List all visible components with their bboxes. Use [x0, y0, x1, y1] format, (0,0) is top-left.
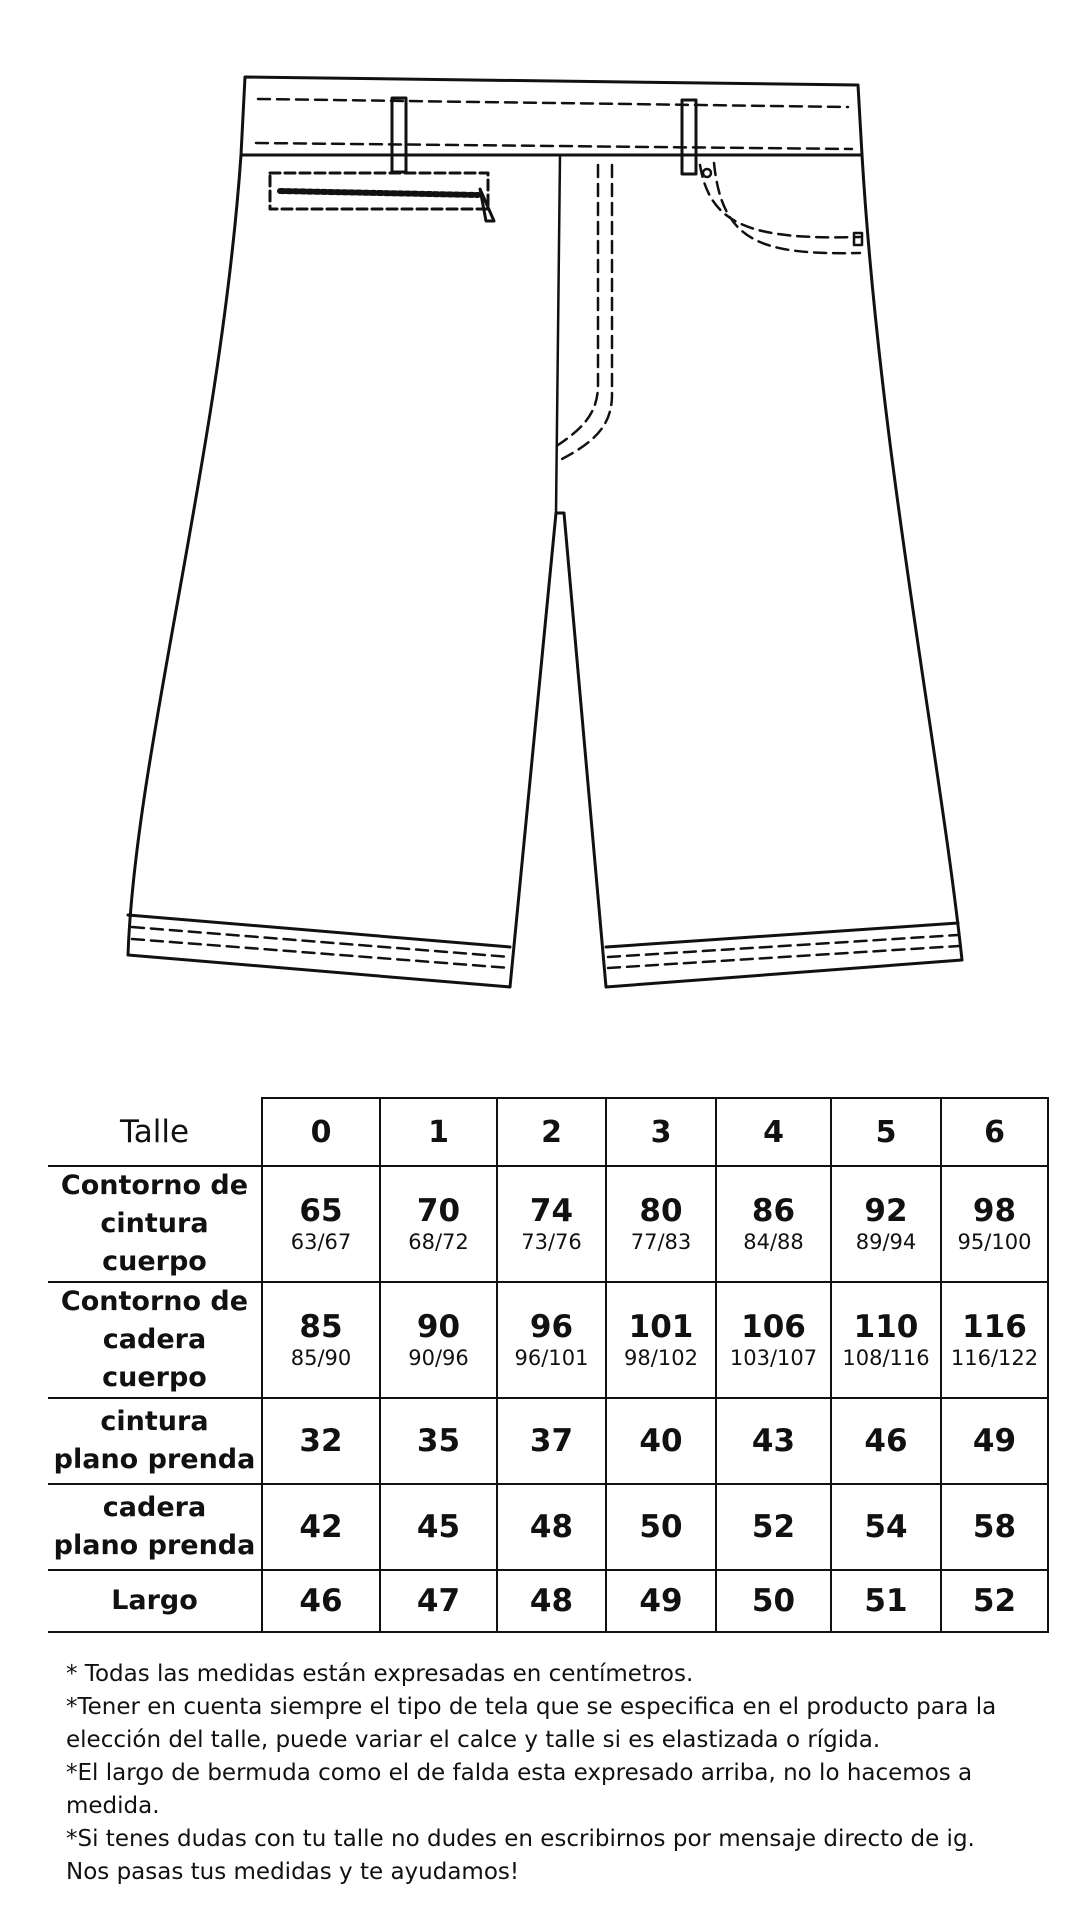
rivet	[703, 169, 711, 177]
table-cell	[716, 1484, 831, 1570]
table-cell	[716, 1398, 831, 1484]
size-column-label: Talle	[48, 1098, 262, 1166]
cell-range: 90/96	[408, 1346, 469, 1370]
cell-value: 74	[529, 1193, 574, 1229]
cell-range: 108/116	[842, 1346, 930, 1370]
cell-range: 103/107	[729, 1346, 818, 1370]
note-line: *El largo de bermuda como el de falda esta expresado arriba, no lo hacemos a medida.	[66, 1760, 973, 1819]
row-label-line: plano prenda	[53, 1444, 256, 1475]
note-line: elección del talle, puede variar el calce y talle si es elastizada o rígida.	[66, 1727, 881, 1753]
note-line: Nos pasas tus medidas y te ayudamos!	[66, 1859, 520, 1885]
table-cell	[380, 1398, 497, 1484]
table-cell	[606, 1570, 716, 1632]
table-cell	[262, 1484, 380, 1570]
size-chart-table	[48, 1097, 1049, 1633]
cell-range: 68/72	[408, 1230, 469, 1254]
row-label-line: Contorno de	[60, 1170, 249, 1201]
cell-value: 86	[751, 1193, 796, 1229]
cell-range: 85/90	[290, 1346, 352, 1370]
table-cell	[497, 1570, 606, 1632]
zipper-pull	[480, 189, 494, 221]
cell-value: 32	[299, 1423, 343, 1459]
length-row	[48, 1570, 1048, 1632]
cell-value: 90	[416, 1309, 461, 1345]
cell-range: 77/83	[630, 1230, 692, 1254]
size-0-header: 0	[262, 1098, 380, 1166]
table-cell	[380, 1166, 497, 1282]
cell-value: 37	[529, 1423, 574, 1459]
table-cell	[716, 1282, 831, 1398]
table-cell	[941, 1398, 1048, 1484]
row-label-line: cadera cuerpo	[102, 1324, 207, 1393]
table-cell	[831, 1166, 941, 1282]
cell-value: 42	[299, 1509, 343, 1545]
cell-value: 54	[864, 1509, 908, 1545]
size-4-header: 4	[716, 1098, 831, 1166]
table-cell	[262, 1570, 380, 1632]
shorts-illustration	[110, 55, 970, 1015]
front-pocket	[700, 163, 860, 253]
table-cell	[497, 1282, 606, 1398]
row-label-line: cadera	[102, 1492, 207, 1523]
table-cell	[497, 1166, 606, 1282]
row-label-line: plano prenda	[53, 1530, 256, 1561]
cell-range: 95/100	[957, 1230, 1032, 1254]
table-cell	[606, 1484, 716, 1570]
table-cell	[497, 1484, 606, 1570]
cell-range: 96/101	[514, 1346, 589, 1370]
cell-value: 58	[972, 1509, 1017, 1545]
row-label-line: Contorno de	[60, 1286, 249, 1317]
cell-value: 50	[639, 1509, 683, 1545]
cell-value: 52	[751, 1509, 796, 1545]
cell-value: 52	[972, 1583, 1017, 1619]
cell-value: 35	[416, 1423, 461, 1459]
cell-range: 73/76	[521, 1230, 582, 1254]
table-cell	[497, 1398, 606, 1484]
table-cell	[380, 1282, 497, 1398]
waist-flat-row	[48, 1398, 1048, 1484]
cell-range: 116/122	[950, 1346, 1039, 1370]
table-cell	[606, 1282, 716, 1398]
cell-value: 43	[751, 1423, 796, 1459]
fly-stitch	[558, 165, 612, 459]
cell-value: 45	[416, 1509, 461, 1545]
table-cell	[716, 1166, 831, 1282]
cell-value: 101	[628, 1309, 694, 1345]
left-hem-stitch	[132, 927, 510, 968]
waist-body-row	[48, 1166, 1048, 1282]
cell-value: 47	[416, 1583, 461, 1619]
size-3-header: 3	[606, 1098, 716, 1166]
note-line: * Todas las medidas están expresadas en centímetros.	[66, 1661, 694, 1687]
cell-value: 70	[416, 1193, 461, 1229]
cell-value: 50	[751, 1583, 796, 1619]
table-cell	[606, 1166, 716, 1282]
size-header-row	[48, 1098, 1048, 1166]
size-notes	[66, 1658, 1056, 1889]
cell-range: 63/67	[290, 1230, 352, 1254]
cell-value: 85	[299, 1309, 343, 1345]
table-cell	[831, 1398, 941, 1484]
table-cell	[941, 1484, 1048, 1570]
cell-value: 46	[299, 1583, 343, 1619]
cell-value: 49	[639, 1583, 683, 1619]
row-label-line: cintura	[100, 1406, 209, 1437]
row-label-waist-body	[48, 1166, 262, 1282]
cell-value: 49	[972, 1423, 1017, 1459]
row-label-hip-flat	[48, 1484, 262, 1570]
row-label-length	[48, 1570, 262, 1632]
cell-value: 48	[529, 1509, 574, 1545]
note-line: *Si tenes dudas con tu talle no dudes en escribirnos por mensaje directo de ig.	[66, 1826, 975, 1852]
row-label-line: cintura cuerpo	[100, 1208, 209, 1277]
cell-value: 98	[972, 1193, 1017, 1229]
table-cell	[941, 1282, 1048, 1398]
cell-range: 98/102	[624, 1346, 698, 1370]
table-cell	[716, 1570, 831, 1632]
size-1-header: 1	[380, 1098, 497, 1166]
shorts-outline	[128, 155, 962, 987]
belt-loop-right	[682, 100, 696, 174]
table-cell	[941, 1166, 1048, 1282]
cell-value: 110	[853, 1309, 919, 1345]
table-cell	[831, 1570, 941, 1632]
cell-value: 51	[864, 1583, 908, 1619]
note-line: *Tener en cuenta siempre el tipo de tela que se especifica en el producto para la	[66, 1694, 997, 1720]
row-label-line: Largo	[111, 1585, 198, 1616]
zipper-teeth	[280, 191, 478, 195]
cell-value: 116	[962, 1309, 1027, 1345]
row-label-hip-body	[48, 1282, 262, 1398]
size-6-header: 6	[941, 1098, 1048, 1166]
hip-body-row	[48, 1282, 1048, 1398]
belt-loop-left	[392, 98, 406, 172]
table-cell	[380, 1570, 497, 1632]
table-cell	[262, 1166, 380, 1282]
pocket-rivet	[854, 233, 862, 245]
table-cell	[262, 1282, 380, 1398]
cell-value: 80	[639, 1193, 683, 1229]
table-cell	[831, 1484, 941, 1570]
cell-value: 40	[639, 1423, 683, 1459]
cell-range: 89/94	[855, 1230, 917, 1254]
table-cell	[262, 1398, 380, 1484]
right-hem	[606, 923, 958, 947]
table-cell	[831, 1282, 941, 1398]
size-2-header: 2	[497, 1098, 606, 1166]
table-cell	[606, 1398, 716, 1484]
row-label-waist-flat	[48, 1398, 262, 1484]
table-cell	[941, 1570, 1048, 1632]
hip-flat-row	[48, 1484, 1048, 1570]
cell-value: 65	[299, 1193, 343, 1229]
cell-value: 92	[864, 1193, 908, 1229]
cell-range: 84/88	[743, 1230, 804, 1254]
waistband-stitch	[256, 99, 852, 149]
cell-value: 46	[864, 1423, 908, 1459]
table-cell	[380, 1484, 497, 1570]
cell-value: 106	[741, 1309, 806, 1345]
cell-value: 96	[529, 1309, 574, 1345]
left-hem	[128, 915, 510, 947]
cell-value: 48	[529, 1583, 574, 1619]
size-5-header: 5	[831, 1098, 941, 1166]
fly-center-line	[556, 155, 560, 513]
